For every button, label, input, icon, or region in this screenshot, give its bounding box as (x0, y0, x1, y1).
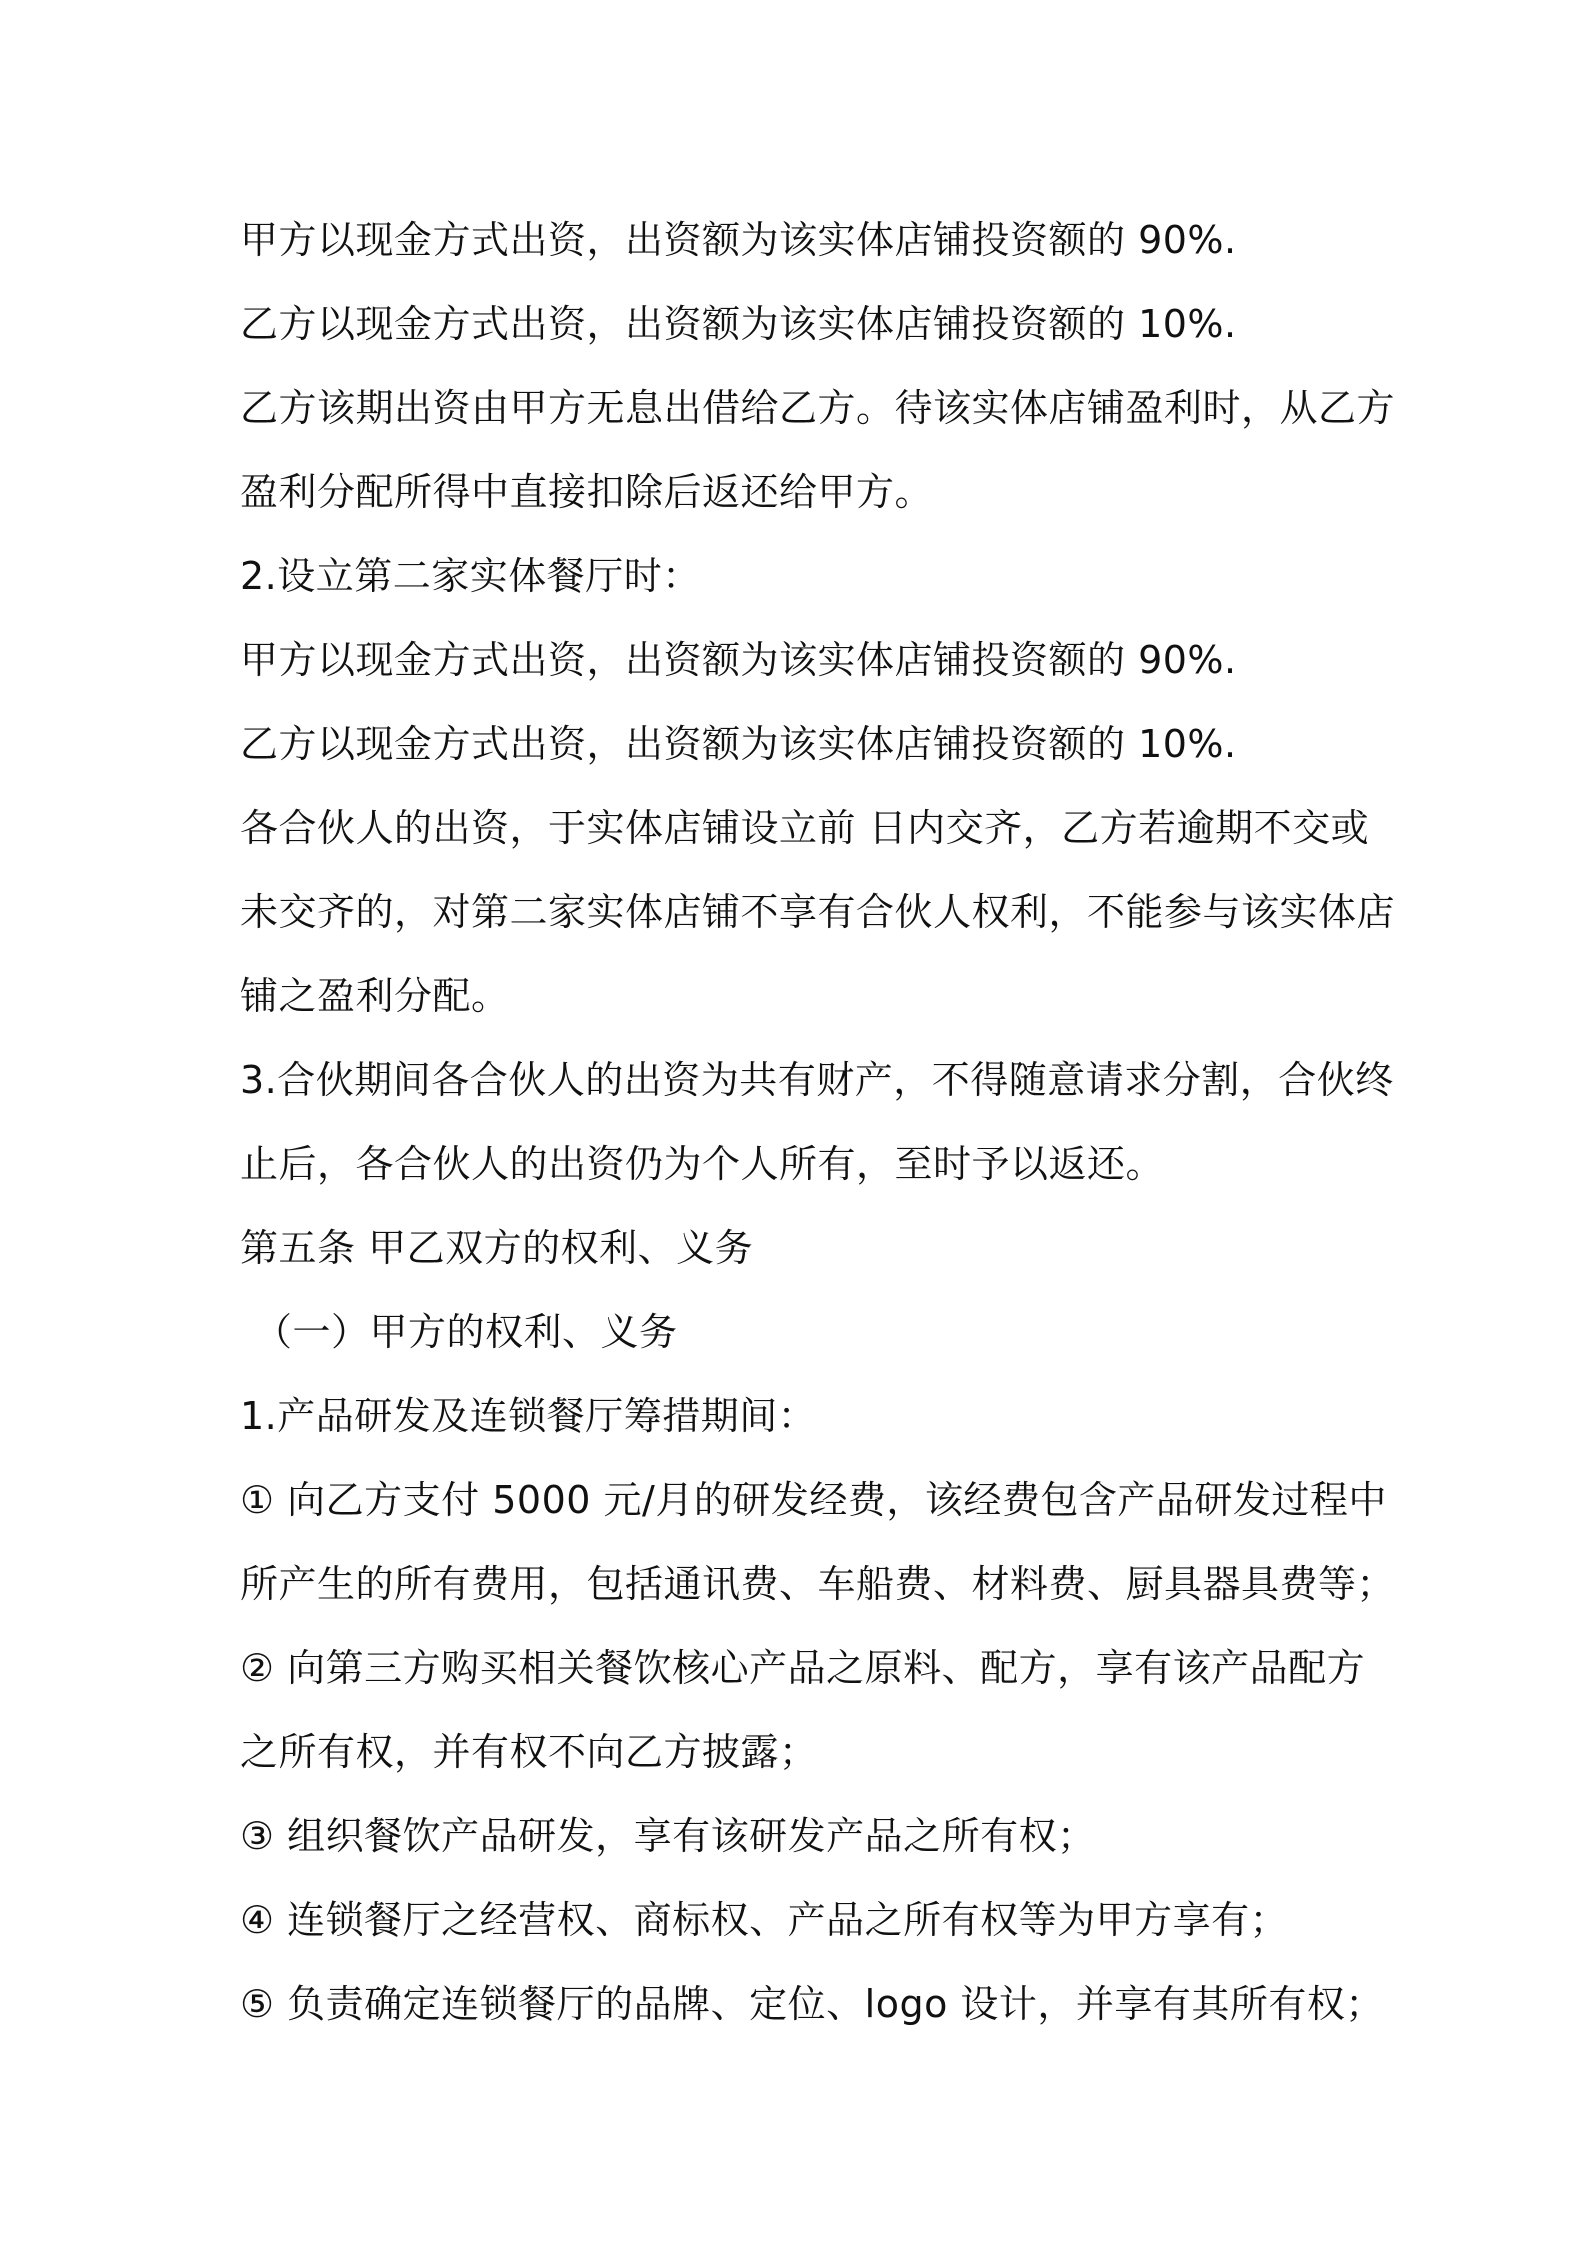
paragraph-line: 乙方以现金方式出资，出资额为该实体店铺投资额的 10%. (240, 302, 1237, 346)
list-item-line: 之所有权，并有权不向乙方披露； (240, 1730, 818, 1774)
paragraph-line: 止后，各合伙人的出资仍为个人所有，至时予以返还。 (240, 1142, 1165, 1186)
list-item-line: ⑤ 负责确定连锁餐厅的品牌、定位、logo 设计，并享有其所有权； (240, 1982, 1384, 2026)
article-heading: 第五条 甲乙双方的权利、义务 (240, 1226, 754, 1270)
paragraph-line: 铺之盈利分配。 (240, 974, 510, 1018)
list-item-line: 所产生的所有费用，包括通讯费、车船费、材料费、厨具器具费等； (240, 1562, 1396, 1606)
paragraph-line: 3.合伙期间各合伙人的出资为共有财产，不得随意请求分割，合伙终 (240, 1058, 1394, 1102)
paragraph-line: 各合伙人的出资，于实体店铺设立前 日内交齐，乙方若逾期不交或 (240, 806, 1370, 850)
paragraph-line: 甲方以现金方式出资，出资额为该实体店铺投资额的 90%. (240, 638, 1237, 682)
document-body (240, 198, 1396, 2046)
list-item-line: ② 向第三方购买相关餐饮核心产品之原料、配方，享有该产品配方 (240, 1646, 1366, 1690)
list-item-line: ① 向乙方支付 5000 元/月的研发经费，该经费包含产品研发过程中 (240, 1478, 1387, 1522)
paragraph-line: 乙方该期出资由甲方无息出借给乙方。待该实体店铺盈利时，从乙方 (240, 386, 1396, 430)
paragraph-line: 盈利分配所得中直接扣除后返还给甲方。 (240, 470, 934, 514)
section-item-heading: 2.设立第二家实体餐厅时： (240, 554, 701, 598)
paragraph-line: 乙方以现金方式出资，出资额为该实体店铺投资额的 10%. (240, 722, 1237, 766)
paragraph-line: 甲方以现金方式出资，出资额为该实体店铺投资额的 90%. (240, 218, 1237, 262)
list-item-line: ③ 组织餐饮产品研发，享有该研发产品之所有权； (240, 1814, 1096, 1858)
paragraph-line: 未交齐的，对第二家实体店铺不享有合伙人权利，不能参与该实体店 (240, 890, 1396, 934)
list-item-line: ④ 连锁餐厅之经营权、商标权、产品之所有权等为甲方享有； (240, 1898, 1289, 1942)
section-item-heading: 1.产品研发及连锁餐厅筹措期间： (240, 1394, 817, 1438)
subsection-heading: （一）甲方的权利、义务 (254, 1310, 678, 1354)
